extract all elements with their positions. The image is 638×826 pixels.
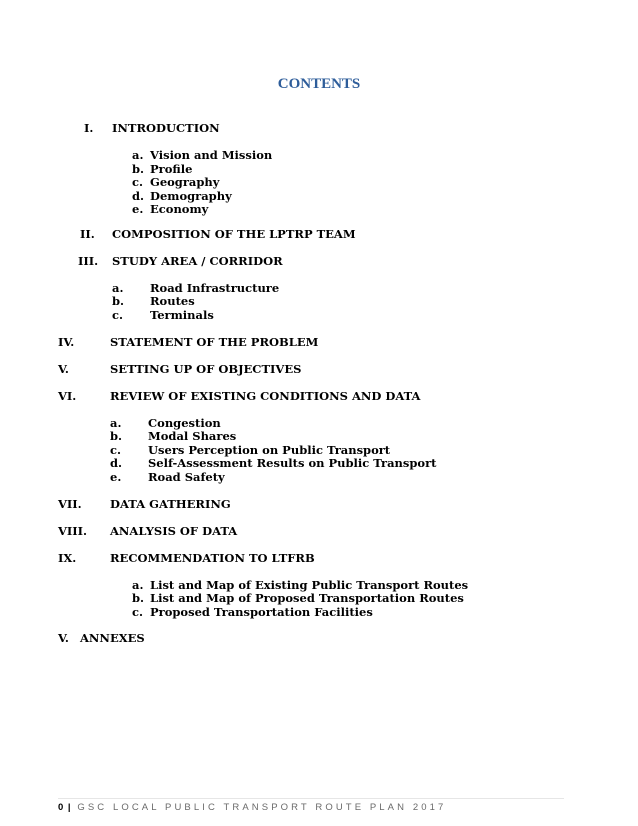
toc-section-number: IX. [58, 551, 77, 565]
toc-subitem-number: b. [132, 591, 145, 605]
toc-section-label: SETTING UP OF OBJECTIVES [110, 362, 302, 376]
toc-subitem-number: e. [132, 202, 144, 216]
toc-section-number: VIII. [58, 524, 88, 538]
toc-subitem-label: Profile [150, 162, 193, 176]
toc-section-number: VI. [58, 389, 77, 403]
toc-subitem-number: d. [110, 456, 123, 470]
footer-divider [58, 798, 564, 799]
toc-subitem-number: c. [132, 175, 144, 189]
toc-subitem-label: Economy [150, 202, 209, 216]
toc-subitem-number: e. [110, 470, 122, 484]
toc-section-label: INTRODUCTION [112, 121, 220, 135]
toc-section-label: ANNEXES [80, 631, 145, 645]
toc-section-number: V. [58, 362, 69, 376]
toc-subitem-label: Proposed Transportation Facilities [150, 605, 373, 619]
toc-subitem-label: Road Safety [148, 470, 225, 484]
toc-section-number: III. [78, 254, 99, 268]
toc-section-number: V. [58, 631, 69, 645]
toc-subitem-label: Terminals [150, 308, 214, 322]
toc-section-number: II. [80, 227, 95, 241]
toc-section-label: ANALYSIS OF DATA [110, 524, 238, 538]
toc-subitem-label: Users Perception on Public Transport [148, 443, 391, 457]
toc-subitem-number: c. [110, 443, 122, 457]
toc-section-number: VII. [58, 497, 82, 511]
toc-section-label: REVIEW OF EXISTING CONDITIONS AND DATA [110, 389, 421, 403]
page-number: 0 | [58, 802, 72, 813]
toc-subitem-number: c. [112, 308, 124, 322]
toc-subitem-label: List and Map of Proposed Transportation Routes [150, 591, 464, 605]
toc-subitem-number: b. [110, 429, 123, 443]
toc-section-number: IV. [58, 335, 75, 349]
toc-subitem-number: b. [132, 162, 145, 176]
page-footer [58, 802, 446, 813]
toc-section-label: STUDY AREA / CORRIDOR [112, 254, 283, 268]
page-title: CONTENTS [277, 76, 361, 92]
toc-subitem-number: d. [132, 189, 145, 203]
toc-subitem-label: Demography [150, 189, 232, 203]
toc-section-label: RECOMMENDATION TO LTFRB [110, 551, 315, 565]
toc-subitem-number: a. [112, 281, 124, 295]
toc-section-number: I. [84, 121, 94, 135]
toc-section-label: DATA GATHERING [110, 497, 231, 511]
toc-section-label: COMPOSITION OF THE LPTRP TEAM [112, 227, 356, 241]
toc-subitem-number: a. [110, 416, 122, 430]
toc-subitem-number: c. [132, 605, 144, 619]
toc-section-label: STATEMENT OF THE PROBLEM [110, 335, 319, 349]
toc-subitem-label: Congestion [148, 416, 221, 430]
toc-subitem-label: Modal Shares [148, 429, 237, 443]
toc-subitem-number: a. [132, 148, 144, 162]
toc-subitem-label: Geography [150, 175, 220, 189]
toc-subitem-number: b. [112, 294, 125, 308]
toc-subitem-label: Road Infrastructure [150, 281, 280, 295]
toc-subitem-label: List and Map of Existing Public Transport Routes [150, 578, 469, 592]
toc-subitem-label: Self-Assessment Results on Public Transport [148, 456, 437, 470]
toc-subitem-label: Routes [150, 294, 195, 308]
toc-subitem-number: a. [132, 578, 144, 592]
footer-text: GSC LOCAL PUBLIC TRANSPORT ROUTE PLAN 2017 [77, 802, 447, 813]
toc-subitem-label: Vision and Mission [150, 148, 273, 162]
